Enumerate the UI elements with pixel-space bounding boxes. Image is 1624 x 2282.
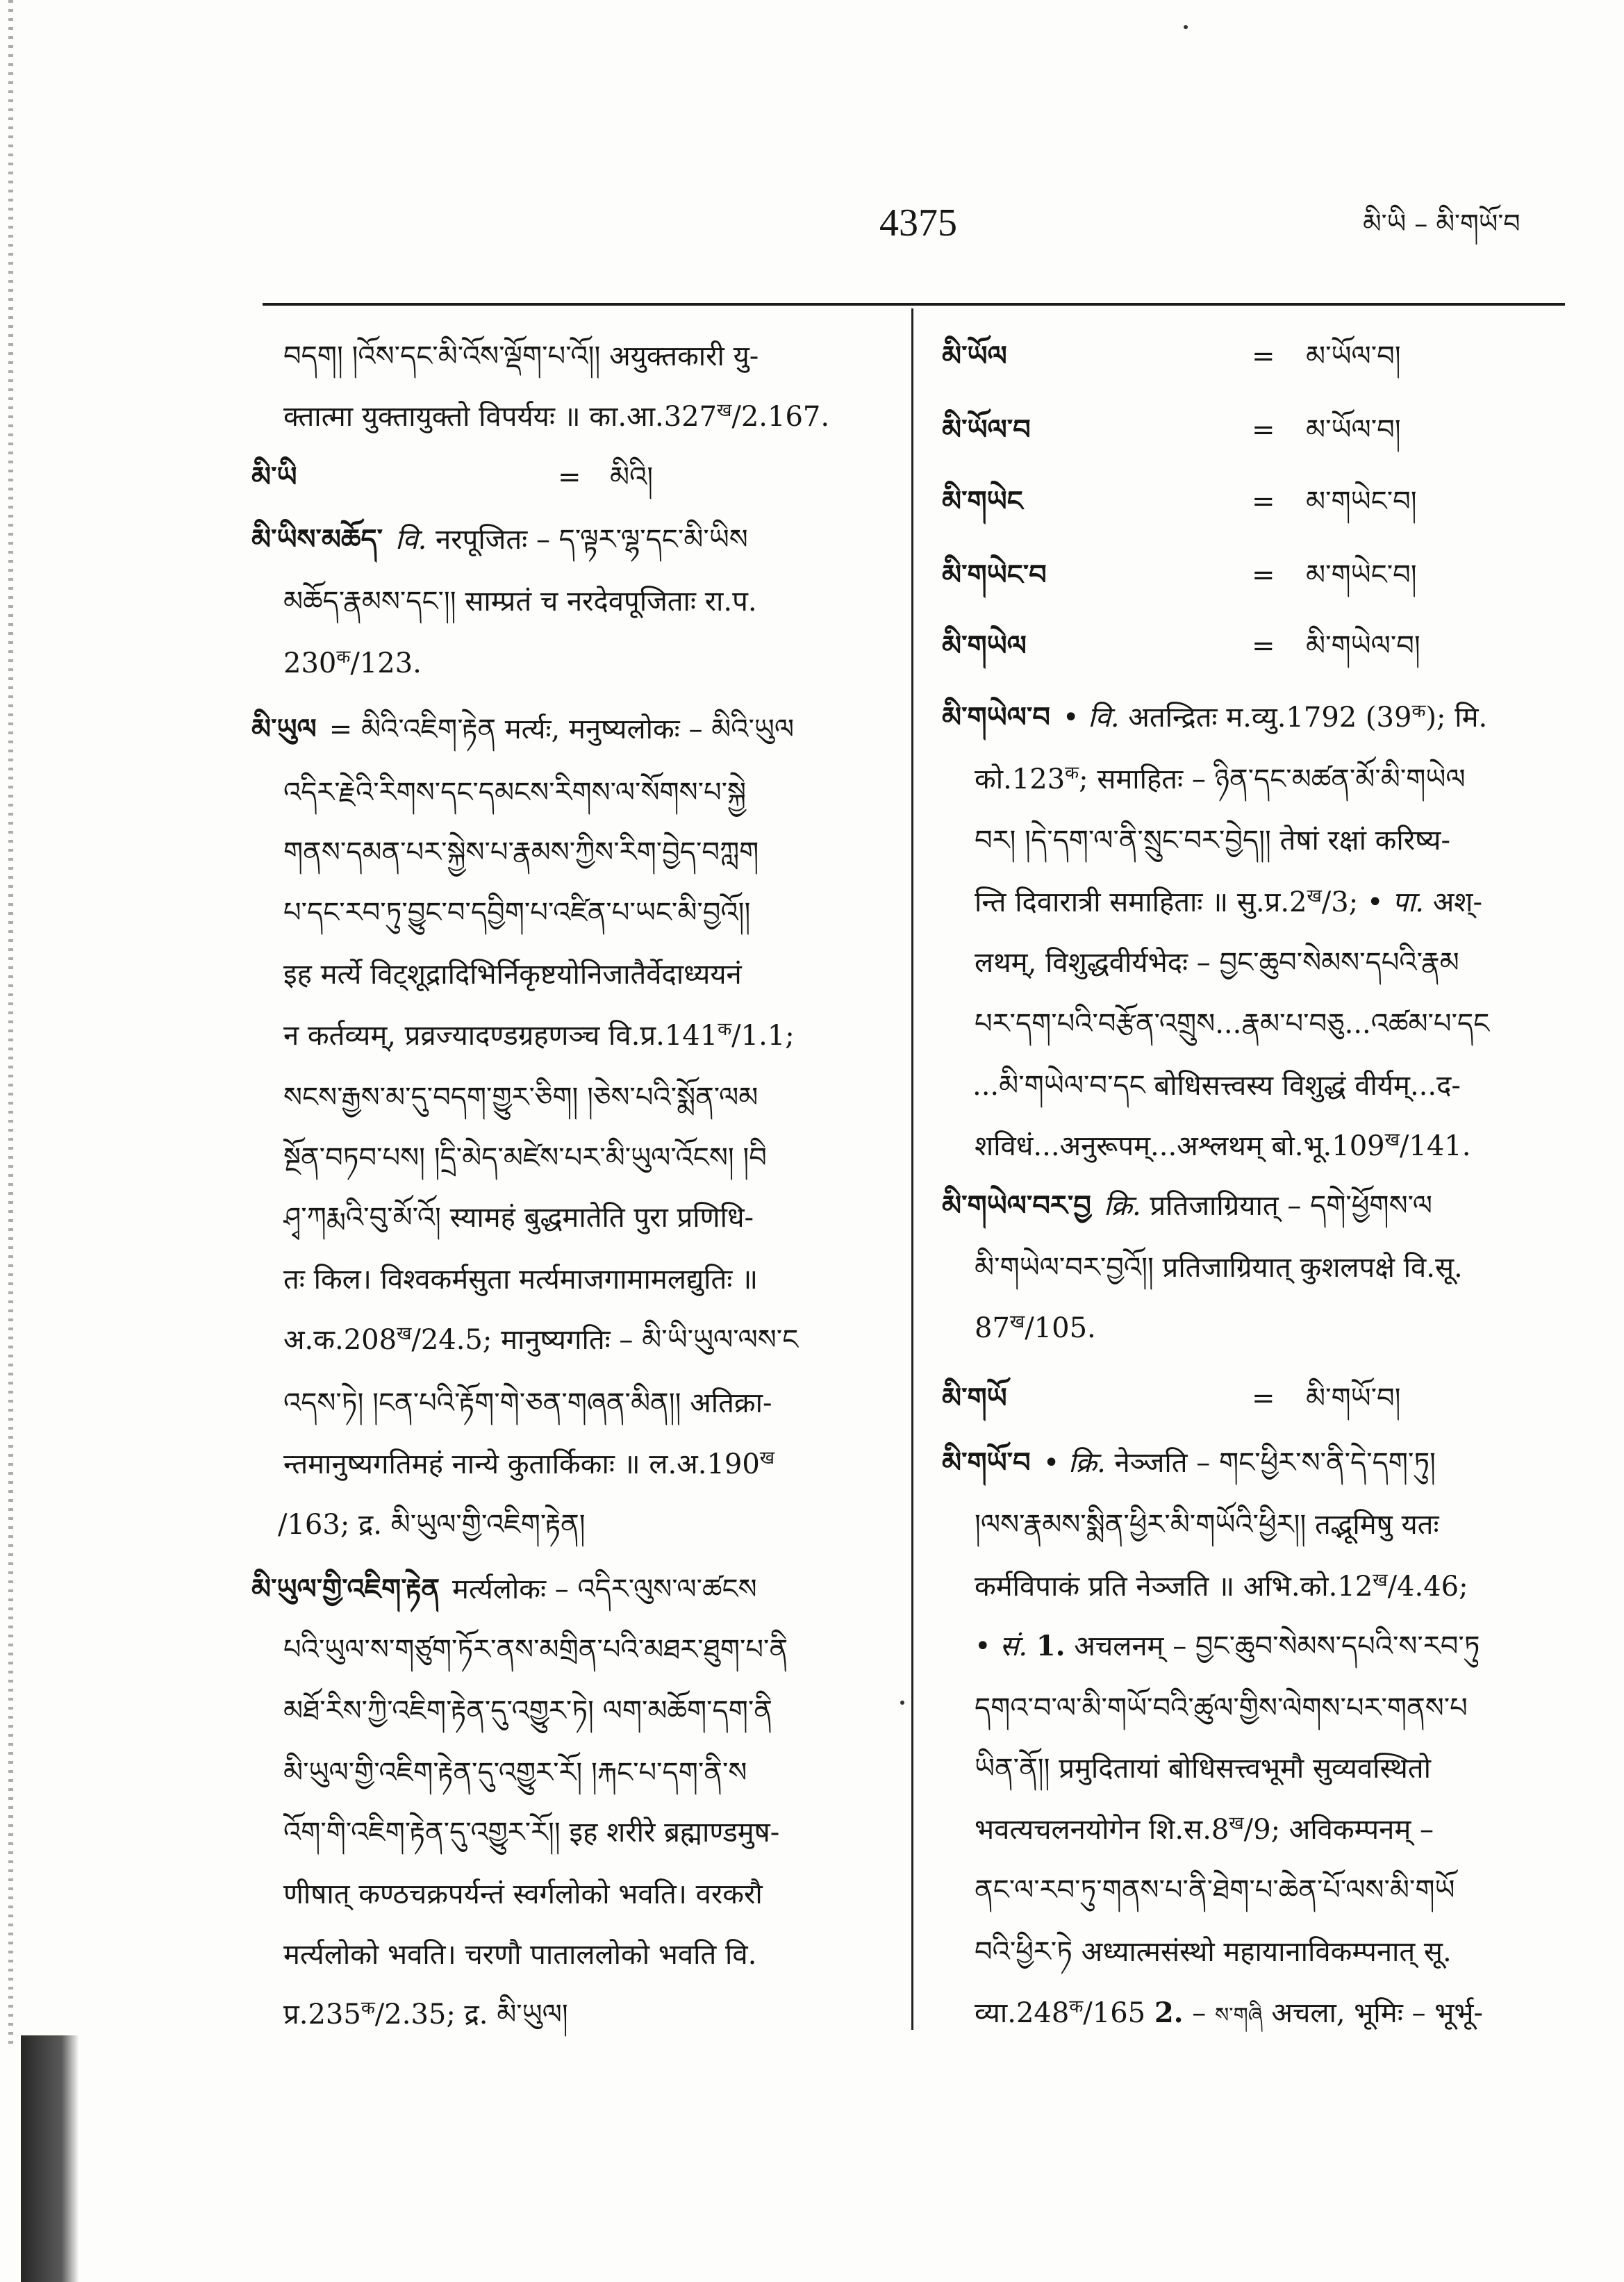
scan-speck (900, 1701, 904, 1705)
folio-side: क (1411, 701, 1426, 722)
entry-line (283, 1312, 883, 1368)
entry-text: कर्मविपाकं प्रति नेञ्जति ॥ अभि.को.12 (975, 1571, 1373, 1603)
entry-headword: མི་ཡུལ་གྱི་འཇིག་རྟེན (251, 1573, 440, 1605)
entry-text: མཐོ་རིས་ཀྱི་འཇིག་རྟེན་དུ་འགྱུར་ཏེ། ལག་མཆོག་དག་ནི (283, 1695, 772, 1727)
entry-text: प्रतिजाग्रियात् – དགེ་ཕྱོགས་ལ (1141, 1190, 1433, 1222)
entry-line (942, 1178, 1565, 1234)
folio-side: ख (1229, 1813, 1244, 1834)
entry-headword: མི་གཡོ་བ (942, 1446, 1031, 1479)
entry-text: प्र.235 (283, 1999, 361, 2031)
bullet: • (1062, 702, 1088, 734)
cross-reference-entry (0, 618, 1624, 674)
entry-text: པ་དང་རབ་ཏུ་བྱུང་བ་དབྱིག་པ་འཛིན་པ་ཡང་མི་བྱའོ།། (283, 897, 751, 929)
entry-line (942, 690, 1565, 745)
entry-headword: མི་ཡོལ་བ (942, 413, 1031, 446)
entry-line (975, 1985, 1565, 2041)
bullet: • (975, 1630, 1000, 1662)
entry-line (975, 1300, 1565, 1356)
entry-text: – (1183, 1997, 1216, 2029)
folio-side: ख (397, 1323, 412, 1344)
entry-text: मर्त्यलोको भवति। चरणौ पाताललोको भवति वि. (283, 1939, 757, 1971)
folio-side: क (1069, 1996, 1084, 2017)
entry-text: नरपूजितः – ད་ལྟར་ལྷ་དང་མི་ཡིས (426, 524, 748, 556)
entry-text: तः किल। विश्वकर्मसुता मर्त्यमाजगामामलद्युतिः ॥ (283, 1264, 759, 1296)
entry-text: = མིའི་འཇིག་རྟེན मर्त्यः, मनुष्यलोकः – མིའི་ཡུལ (329, 713, 795, 745)
equals-sign: = (1252, 414, 1275, 446)
entry-line (283, 1190, 883, 1246)
entry-line (283, 1252, 883, 1307)
entry-line (975, 1802, 1565, 1858)
entry-text: क्तात्मा युक्तायुक्तो विपर्ययः ॥ का.आ.327 (283, 401, 718, 433)
entry-line (283, 1437, 883, 1492)
grammar-label: पा. (1392, 886, 1425, 918)
equals-sign: = (1252, 340, 1275, 372)
entry-line (975, 1741, 1565, 1796)
entry-line (975, 1240, 1565, 1296)
entry-headword: མི་གཡེལ་བར་བྱ (942, 1189, 1091, 1222)
folio-side: ख (759, 1448, 775, 1469)
entry-text: /24.5; मानुष्यगतिः – མི་ཡི་ཡུལ་ལས་ང (411, 1324, 799, 1356)
entry-text: 230 (283, 647, 337, 679)
entry-text: 87 (975, 1312, 1010, 1344)
entry-line (975, 1680, 1565, 1736)
entry-line (975, 1619, 1565, 1674)
entry-line (283, 765, 883, 820)
entry-text: /141. (1399, 1130, 1471, 1162)
grammar-label: वि. (395, 524, 427, 556)
entry-line (975, 875, 1565, 930)
entry-text: न कर्तव्यम्, प्रव्रज्यादण्डग्रहणञ्च वि.प्र.141 (283, 1020, 718, 1052)
folio-side: ख (1384, 1130, 1400, 1150)
entry-text: བར། །དེ་དག་ལ་ནི་སྲུང་བར་བྱེད།། तेषां रक्षां करिष्य- (975, 825, 1451, 857)
page-number: 4375 (879, 201, 957, 245)
equals-sign: = (1252, 559, 1275, 591)
entry-line (283, 1867, 883, 1922)
entry-line (283, 1927, 883, 1983)
entry-text: /4.46; (1387, 1571, 1468, 1603)
entry-line (251, 702, 883, 757)
cross-reference-entry (0, 474, 1624, 529)
entry-text: अतन्द्रितः म.व्यु.1792 (39 (1119, 702, 1412, 734)
equals-sign: = (558, 461, 581, 493)
cross-reference-target: མི་གཡེལ་བ། (1306, 630, 1420, 662)
entry-text: བདག། །འོས་དང་མི་འོས་ལྡོག་པ་འོ།། अयुक्तकारी यु- (283, 340, 759, 372)
entry-headword: མི་གཡེལ་བ (942, 701, 1050, 734)
entry-line (972, 1058, 1565, 1114)
entry-text: को.123 (975, 763, 1066, 795)
entry-line (283, 1070, 883, 1125)
entry-text: /2.167. (731, 401, 830, 433)
folio-side: क (361, 1998, 375, 2019)
entry-text: སྔོན་བཏབ་པས། །དྲི་མེད་མཛེས་པར་མི་ཡུལ་འོངས། །བི (283, 1142, 767, 1174)
entry-line (975, 1497, 1565, 1553)
entry-text: भवत्यचलनयोगेन शि.स.8 (975, 1814, 1229, 1846)
entry-headword: མི་ཡུལ (251, 713, 317, 745)
equals-sign: = (1252, 630, 1275, 662)
entry-text: མི་གཡེལ་བར་བྱའོ།། प्रतिजाग्रियात् कुशलपक्षे वि.सू. (975, 1252, 1463, 1284)
entry-text: འདིར་རྗེའི་རིགས་དང་དམངས་རིགས་ལ་སོགས་པ་སྐྱེ (283, 777, 747, 809)
entry-line (975, 752, 1565, 807)
entry-line (283, 1805, 883, 1860)
entry-text: /165 (1083, 1997, 1154, 2029)
entry-text: न्ति दिवारात्री समाहिताः ॥ सु.प्र.2 (975, 886, 1307, 918)
entry-line (975, 1924, 1565, 1980)
entry-text: अश्- (1424, 886, 1483, 918)
entry-text: །ལས་རྣམས་སྨིན་ཕྱིར་མི་གཡོའི་ཕྱིར།། तद्भूमिषु यतः (975, 1509, 1439, 1541)
entry-line (975, 1559, 1565, 1614)
cross-reference-entry (0, 547, 1624, 603)
cross-reference-entry (0, 402, 1624, 458)
entry-text: नेञ्जति – གང་ཕྱིར་ས་ནི་དེ་དག་ཏུ། (1105, 1447, 1436, 1479)
cross-reference-target: མ་ཡོལ་བ། (1306, 340, 1401, 372)
entry-text: /123. (350, 647, 422, 679)
entry-text: མཆོད་རྣམས་དང་།། साम्प्रतं च नरदेवपूजिताः रा.प. (283, 586, 757, 618)
bullet: • (1043, 1447, 1068, 1479)
entry-text: ཤྭ་ཀརྨའི་བུ་མོ་འོ། स्यामहं बुद्धमातेति पुरा प्रणिधि- (283, 1202, 754, 1234)
entry-text: मर्त्यलोकः – འདིར་ལུས་ལ་ཚངས (452, 1573, 757, 1605)
entry-text: ས་གཞི (1215, 2003, 1263, 2028)
grammar-label: क्रि. (1103, 1190, 1141, 1222)
folio-side: ख (1009, 1312, 1025, 1332)
entry-line (283, 1130, 883, 1186)
equals-sign: = (1252, 486, 1275, 518)
entry-text: བའི་ཕྱིར་ཏེ अध्यात्मसंस्थो महायानाविकम्पनात् सू. (975, 1936, 1452, 1968)
entry-line (283, 1622, 883, 1678)
guide-words: མི་ཡི – མི་གཡོ་བ (1363, 208, 1521, 239)
entry-text: ...མི་གཡེལ་བ་དང बोधिसत्त्वस्य विशुद्धं वीर्यम्...द- (972, 1070, 1461, 1102)
entry-text: འདས་ཏེ། །ངན་པའི་རྟོག་གེ་ཅན་གཞན་མིན།། अतिक्रा- (283, 1387, 772, 1419)
folio-side: क (336, 647, 351, 668)
cross-reference-target: མི་གཡོ་བ། (1306, 1382, 1401, 1414)
entry-text: व्या.248 (975, 1997, 1070, 2029)
entry-line (283, 1745, 883, 1801)
grammar-label: क्रि. (1068, 1447, 1106, 1479)
entry-text: ཡིན་ནོ།། प्रमुदितायां बोधिसत्त्वभूमौ सुव्यवस्थितो (975, 1753, 1431, 1785)
entry-line (283, 1683, 883, 1739)
entry-text: /3; • (1321, 886, 1393, 918)
entry-text: न्तमानुष्यगतिमहं नान्ये कुतार्किकाः ॥ ल.अ.190 (283, 1448, 760, 1480)
entry-text: ནང་ལ་རབ་ཏུ་གནས་པ་ནི་ཐེག་པ་ཆེན་པོ་ལས་མི་གཡོ (975, 1874, 1455, 1906)
cross-reference-target: མ་གཡེང་བ། (1306, 559, 1417, 591)
cross-reference-entry (0, 329, 1624, 384)
entry-text: /105. (1025, 1312, 1096, 1344)
entry-text: /163; द्र. མི་ཡུལ་གྱི་འཇིག་རྟེན། (278, 1509, 586, 1541)
folio-side: क (1065, 763, 1079, 784)
entry-line (283, 885, 883, 941)
entry-text: འོག་གི་འཇིག་རྟེན་དུ་འགྱུར་རོ།། इह शरीरे ब्रह्माण्डमुष- (283, 1817, 780, 1849)
folio-side: ख (717, 400, 732, 421)
entry-line (278, 1497, 883, 1553)
entry-line (942, 1435, 1565, 1491)
grammar-label: सं. (1000, 1630, 1036, 1662)
entry-line (283, 1008, 883, 1064)
entry-headword: མི་གཡེལ (942, 629, 1027, 662)
cross-reference-target: མ་ཡོལ་བ། (1306, 414, 1401, 446)
entry-line (975, 1862, 1565, 1918)
entry-line (975, 996, 1565, 1052)
cross-reference-entry (0, 1371, 1624, 1426)
folio-side: ख (1307, 886, 1322, 907)
entry-headword: མི་ཡིས་མཆོད་ (251, 523, 383, 556)
entry-text: པར་དག་པའི་བརྩོན་འགྲུས...རྣམ་པ་བཅུ...འཚམ་པ་དང (975, 1008, 1490, 1040)
entry-text: अचला, भूमिः – भूर्भू- (1262, 1997, 1483, 2029)
entry-line (283, 825, 883, 880)
entry-line (975, 813, 1565, 868)
entry-text: གནས་དམན་པར་སྐྱེས་པ་རྣམས་ཀྱིས་རིག་བྱེད་བཀླག (283, 836, 759, 868)
entry-text: མི་ཡུལ་གྱི་འཇིག་རྟེན་དུ་འགྱུར་རོ། །རྐང་པ་དག་ནི་ས (283, 1757, 747, 1789)
entry-line (251, 1562, 883, 1617)
entry-headword: མི་ཡོལ (942, 340, 1007, 372)
entry-text: ; समाहितः – ཉིན་དང་མཚན་མོ་མི་གཡེལ (1079, 763, 1466, 795)
entry-text: अ.क.208 (283, 1324, 397, 1356)
scan-edge-artifact (8, 0, 13, 2049)
entry-text: /9; अविकम्पनम् – (1243, 1814, 1434, 1846)
entry-line (283, 1987, 883, 2042)
entry-headword: མི་གཡོ (942, 1382, 1007, 1414)
entry-text: སངས་རྒྱས་མ་དུ་བདག་གྱུར་ཅིག། །ཅེས་པའི་སྨོན་ལམ (283, 1082, 759, 1114)
entry-text: शविधं...अनुरूपम्...अश्लथम् बो.भू.109 (975, 1130, 1385, 1162)
entry-text: इह मर्त्ये विट्शूद्रादिभिर्निकृष्टयोनिजातैर्वेदाध्ययनं (283, 959, 742, 991)
folio-side: ख (1373, 1570, 1388, 1591)
entry-text: དགའ་བ་ལ་མི་གཡོ་བའི་ཚུལ་གྱིས་ལེགས་པར་གནས་པ (975, 1692, 1468, 1724)
folio-side: क (718, 1019, 732, 1040)
equals-sign: = (1252, 1382, 1275, 1414)
entry-text: लथम्, विशुद्धवीर्यभेदः – བྱང་ཆུབ་སེམས་དཔའི་རྣམ (975, 947, 1459, 979)
sense-number: 1. (1036, 1630, 1066, 1662)
entry-line (975, 1118, 1565, 1174)
scan-speck (1184, 25, 1188, 29)
entry-text: པའི་ཡུལ་ས་གཙུག་ཏོར་ནས་མགྲིན་པའི་མཐར་ཐུག་པ་ནི (283, 1634, 788, 1666)
scan-edge-shadow (21, 2035, 79, 2282)
entry-headword: མི་གཡེང (942, 485, 1023, 518)
entry-text: अचलनम् – བྱང་ཆུབ་སེམས་དཔའི་ས་རབ་ཏུ (1065, 1630, 1480, 1662)
grammar-label: वि. (1088, 702, 1120, 734)
entry-text: /2.35; द्र. མི་ཡུལ། (374, 1999, 568, 2031)
entry-headword: མི་གཡེང་བ (942, 559, 1047, 591)
cross-reference-target: མ་གཡེང་བ། (1306, 486, 1417, 518)
entry-headword: མི་ཡི (251, 461, 297, 493)
entry-text: /1.1; (731, 1020, 795, 1052)
entry-line (283, 947, 883, 1002)
entry-text: णीषात् कण्ठचक्रपर्यन्तं स्वर्गलोको भवति। वरकरौ (283, 1878, 763, 1910)
entry-line (975, 935, 1565, 991)
entry-text: ); मि. (1425, 702, 1488, 734)
cross-reference-target: མིའི། (610, 461, 654, 493)
header-rule (263, 303, 1565, 306)
sense-number: 2. (1154, 1996, 1184, 2029)
